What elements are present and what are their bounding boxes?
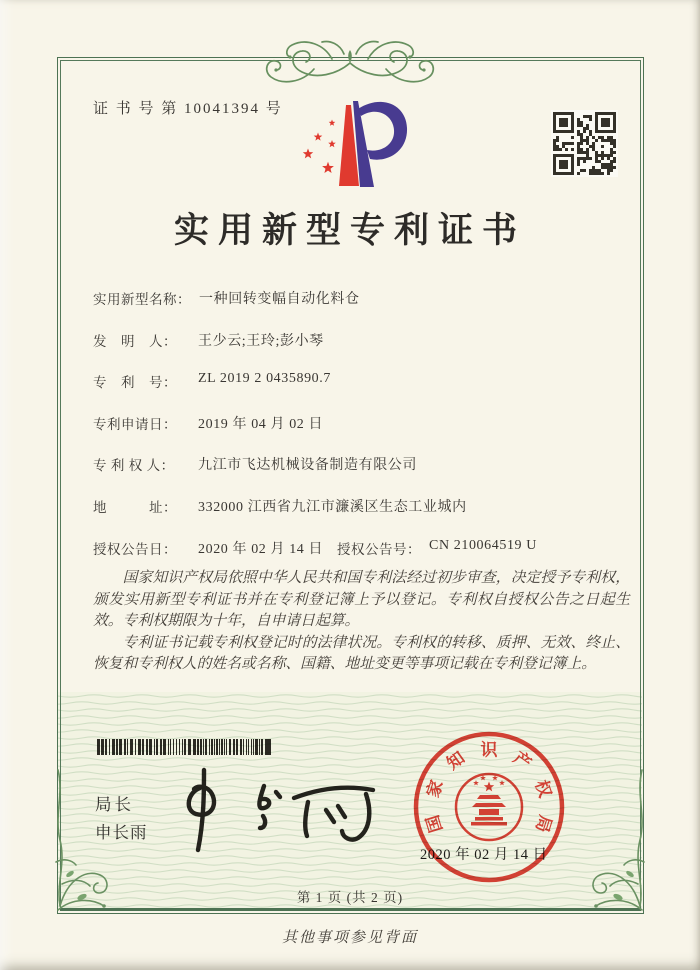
field-value: 九江市飞达机械设备制造有限公司 — [198, 458, 417, 474]
field-value: 一种回转变幅自动化料仓 — [199, 292, 360, 307]
footer-note: 其他事项参见背面 — [281, 930, 418, 946]
national-emblem — [456, 774, 522, 840]
field-row — [93, 288, 633, 330]
cnipa-logo-icon — [283, 90, 423, 198]
field-value: CN 210064519 U — [429, 537, 537, 553]
commissioner-name: 申长雨 — [95, 823, 148, 842]
seal-arc-character: 权 — [531, 777, 555, 800]
certificate-title: 实用新型专利证书 — [173, 211, 526, 250]
seal-date: 2020 年 02 月 14 日 — [420, 847, 548, 863]
certificate-number: 证 书 号 第 10041394 号 — [93, 101, 283, 117]
seal-arc-character: 局 — [531, 812, 556, 835]
field-label: 授权公告号： — [337, 541, 421, 557]
commissioner-label: 局长 — [95, 795, 134, 814]
field-value: 王少云;王玲;彭小琴 — [198, 333, 324, 349]
field-list — [93, 288, 633, 579]
field-value: 332000 江西省九江市濂溪区生态工业城内 — [198, 499, 467, 515]
barcode-icon — [97, 739, 271, 755]
top-flourish-ornament-icon — [240, 30, 460, 86]
seal-arc-character: 国 — [422, 812, 447, 835]
seal-arc-character: 家 — [423, 777, 447, 800]
logo-stars — [303, 120, 336, 174]
border-bottom-rule — [60, 908, 641, 911]
seal-arc-character: 知 — [443, 748, 469, 774]
field-value: 2019 年 04 月 02 日 — [198, 416, 324, 432]
field-label: 实用新型名称： — [93, 292, 191, 307]
field-label: 发 明 人： — [93, 333, 177, 349]
field-value: ZL 2019 2 0435890.7 — [198, 371, 331, 387]
register-paragraph: 专利证书记载专利权登记时的法律状况。专利权的转移、质押、无效、终止、恢复和专利权人的姓名或名称、国籍、地址变更等事项记载在专利登记簿上。 — [93, 634, 630, 672]
legal-text-block — [93, 568, 630, 676]
page-number: 第 1 页 (共 2 页) — [296, 890, 404, 905]
field-row — [93, 454, 633, 496]
field-value: 2020 年 02 月 14 日 — [198, 541, 324, 557]
qr-code-icon — [551, 110, 618, 177]
field-row — [93, 371, 633, 413]
field-label: 专 利 权 人： — [93, 458, 175, 474]
official-seal-icon — [408, 726, 570, 888]
field-row — [93, 330, 633, 372]
field-label: 专 利 号： — [93, 375, 177, 391]
field-label: 授权公告日： — [93, 541, 177, 557]
field-row — [93, 496, 633, 538]
field-label: 地 址： — [93, 499, 177, 515]
field-label: 专利申请日： — [93, 416, 177, 432]
signature-icon — [168, 758, 403, 866]
seal-arc-character: 识 — [480, 740, 498, 760]
field-row — [93, 413, 633, 455]
field-pair-secondary — [337, 538, 537, 558]
seal-arc-character: 产 — [509, 748, 535, 774]
grant-paragraph: 国家知识产权局依照中华人民共和国专利法经过初步审查，决定授予专利权，颁发实用新型专利证书并在专利登记簿上予以登记。专利权自授权公告之日起生效。专利权期限为十年，自申请日起算。 — [93, 570, 630, 629]
